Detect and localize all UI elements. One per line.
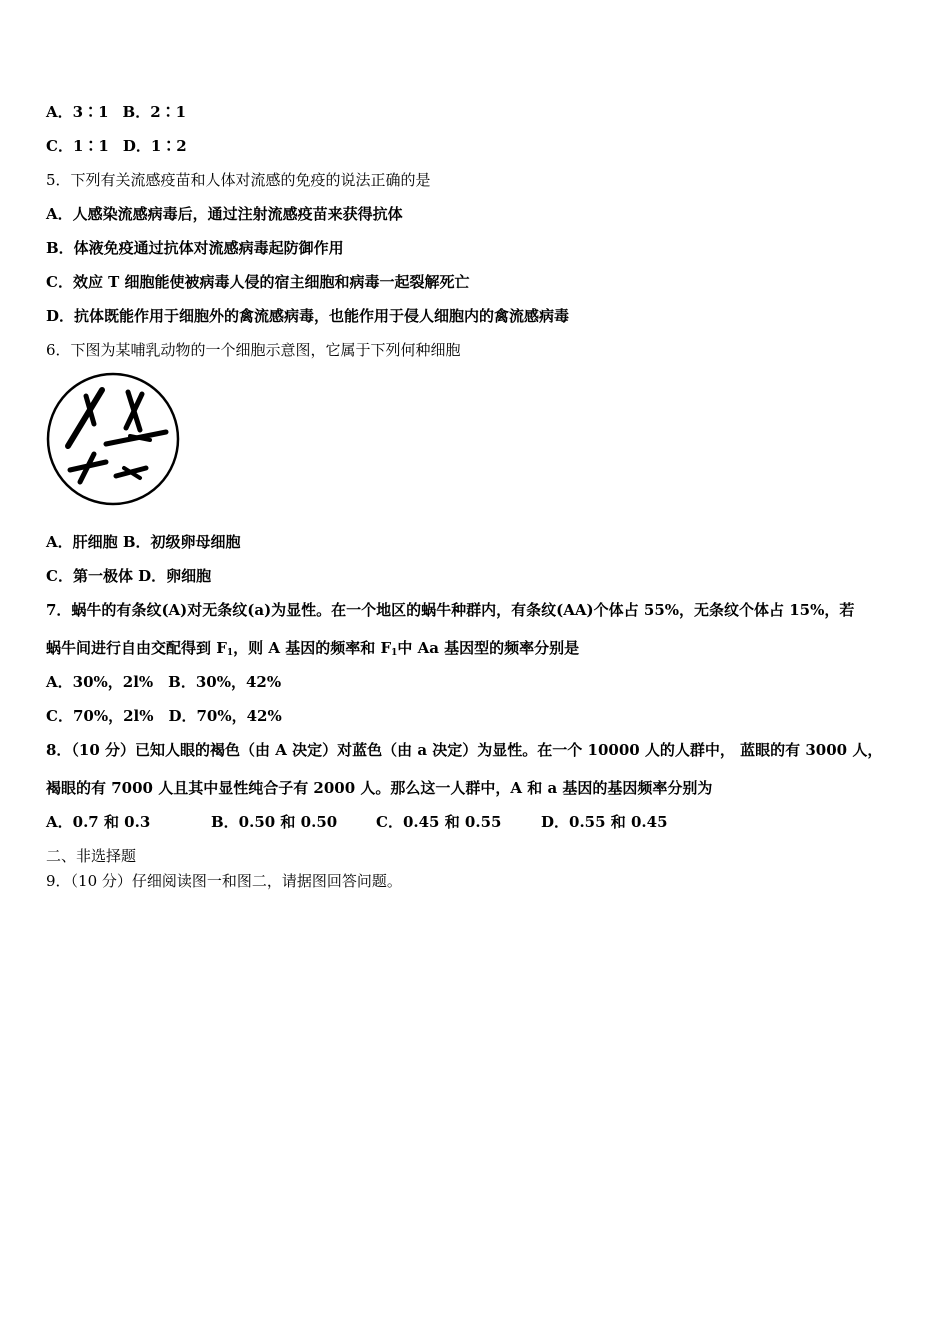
q6-stem: 6．下图为某哺乳动物的一个细胞示意图，它属于下列何种细胞	[46, 341, 461, 359]
q4-options-ab	[46, 102, 186, 122]
q4-option-c: C．1∶1	[46, 137, 109, 155]
q7-subscript: 1	[226, 648, 234, 658]
q8-option-a: A．0.7 和 0.3	[46, 813, 151, 831]
q9-stem: 9．（10 分）仔细阅读图一和图二，请据图回答问题。	[46, 872, 402, 890]
section-heading: 二、非选择题	[46, 847, 137, 865]
q7-options-ab: A．30%，2l% B．30%，42%	[46, 673, 282, 691]
q4-option-d: D．1∶2	[122, 137, 187, 155]
cell-membrane	[48, 374, 178, 504]
q8-option-b: B．0.50 和 0.50	[211, 813, 338, 831]
q7-stem-line2	[46, 638, 579, 663]
q8-stem-line1: 8．（10 分）已知人眼的褐色（由 A 决定）对蓝色（由 a 决定）为显性。在一个 10000 人的人群中， 蓝眼的有 3000 人，	[46, 741, 883, 759]
q7-text-part: 中 Aa 基因型的频率分别是	[397, 639, 580, 657]
q5-option-c: C．效应 T 细胞能使被病毒人侵的宿主细胞和病毒一起裂解死亡	[46, 273, 470, 291]
q4-option-b: B．2∶1	[122, 103, 187, 121]
q7-stem-line1: 7．蜗牛的有条纹(A)对无条纹(a)为显性。在一个地区的蜗牛种群内，有条纹(AA)个体占 55%，无条纹个体占 15%，若	[46, 601, 855, 619]
q4-option-a: A．3∶1	[46, 103, 109, 121]
q7-options-cd: C．70%，2l% D．70%，42%	[46, 707, 282, 725]
q5-option-a: A．人感染流感病毒后，通过注射流感疫苗来获得抗体	[46, 205, 403, 223]
q8-stem-line2: 褐眼的有 7000 人且其中显性纯合子有 2000 人。那么这一人群中，A 和 a 基因的基因频率分别为	[46, 779, 713, 797]
q7-text-part: 蜗牛间进行自由交配得到 F	[46, 639, 227, 657]
cell-diagram	[46, 372, 182, 512]
q8-options	[46, 812, 668, 832]
q5-option-b: B．体液免疫通过抗体对流感病毒起防御作用	[46, 239, 344, 257]
q5-stem: 5．下列有关流感疫苗和人体对流感的免疫的说法正确的是	[46, 171, 431, 189]
q5-option-d: D．抗体既能作用于细胞外的禽流感病毒，也能作用于侵人细胞内的禽流感病毒	[46, 307, 570, 325]
q6-options-cd: C．第一极体 D．卵细胞	[46, 567, 212, 585]
q8-option-c: C．0.45 和 0.55	[376, 813, 502, 831]
q6-options-ab: A．肝细胞 B．初级卵母细胞	[46, 533, 241, 551]
q7-text-part: ，则 A 基因的频率和 F	[233, 639, 392, 657]
q4-options-cd	[46, 136, 187, 156]
q8-option-d: D．0.55 和 0.45	[541, 813, 668, 831]
q7-subscript: 1	[391, 648, 398, 658]
